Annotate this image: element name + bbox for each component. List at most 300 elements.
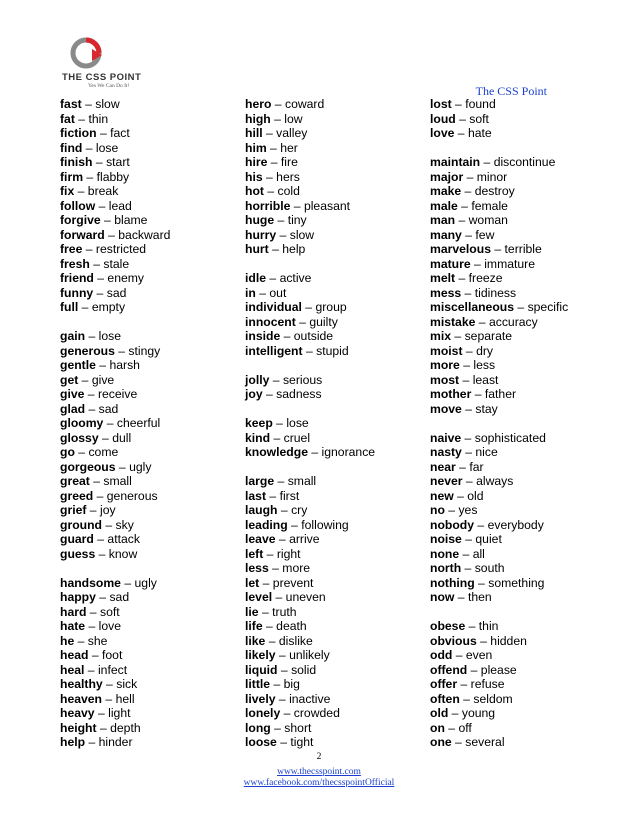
antonym: hers <box>276 169 300 184</box>
dash-separator: – <box>115 459 130 474</box>
word: horrible <box>245 198 291 213</box>
antonym-pair <box>245 329 375 344</box>
antonym: stingy <box>128 343 161 358</box>
word: leading <box>245 517 288 532</box>
website-footer <box>0 767 638 777</box>
antonym-pair <box>430 170 568 185</box>
antonym-pair <box>245 663 375 678</box>
dash-separator: – <box>85 735 99 749</box>
antonym: stupid <box>316 343 349 358</box>
dash-separator: – <box>461 285 475 300</box>
antonym: inactive <box>289 691 331 706</box>
word: mistake <box>430 314 476 329</box>
antonym: hinder <box>98 735 133 749</box>
word: long <box>245 720 271 735</box>
antonym-pair <box>60 576 170 591</box>
word: lie <box>245 604 259 619</box>
word: never <box>430 474 463 488</box>
word: life <box>245 619 263 633</box>
dash-separator: – <box>461 430 475 445</box>
word: male <box>430 198 458 213</box>
antonym-pair <box>430 590 568 605</box>
word: lonely <box>245 706 281 720</box>
word: now <box>430 590 455 604</box>
facebook-link[interactable]: www.facebook.com/thecsspointOfficial <box>243 778 395 788</box>
antonym: slow <box>289 227 315 242</box>
word: fast <box>60 97 82 111</box>
antonym-pair <box>430 735 568 750</box>
dash-separator: – <box>465 619 479 633</box>
dash-separator: – <box>461 532 476 546</box>
dash-separator: – <box>85 619 99 633</box>
word: he <box>60 633 75 648</box>
word: marvelous <box>430 242 491 256</box>
antonym-pair <box>430 358 568 373</box>
dash-separator: – <box>265 633 279 648</box>
word: odd <box>430 648 453 662</box>
antonym: yes <box>458 503 478 517</box>
dash-separator: – <box>276 227 290 242</box>
antonym-pair <box>245 170 375 185</box>
antonym-pair <box>245 489 375 504</box>
antonym: female <box>471 198 508 213</box>
word: inside <box>245 329 281 343</box>
antonym-pair <box>430 561 568 576</box>
antonym-pair <box>60 489 170 504</box>
antonym: destroy <box>474 184 515 198</box>
antonym-pair <box>245 648 375 663</box>
word: naive <box>430 430 462 445</box>
dash-separator: – <box>463 169 477 184</box>
antonym: less <box>473 358 496 372</box>
word: man <box>430 213 456 227</box>
antonym: tiny <box>287 213 307 227</box>
word: his <box>245 169 263 184</box>
antonym-pair <box>60 648 170 663</box>
antonym-pair <box>60 286 170 301</box>
word: heal <box>60 662 85 677</box>
antonym: give <box>91 372 115 387</box>
word: fat <box>60 111 75 126</box>
word: new <box>430 488 454 503</box>
word: heaven <box>60 691 103 706</box>
word: knowledge <box>245 445 308 459</box>
word: major <box>430 169 464 184</box>
antonym-pair <box>245 735 375 750</box>
antonym: coward <box>284 97 325 111</box>
antonym: enemy <box>107 271 145 285</box>
dash-separator: – <box>475 314 489 329</box>
dash-separator: – <box>269 372 283 387</box>
word: offend <box>430 662 468 677</box>
antonym-pair <box>60 518 170 533</box>
dash-separator: – <box>74 184 88 198</box>
antonym: cry <box>291 503 308 517</box>
antonym: small <box>103 474 132 488</box>
word: handsome <box>60 575 121 590</box>
antonym: several <box>465 735 505 749</box>
antonym-pair <box>245 416 375 431</box>
word: go <box>60 445 75 459</box>
antonym-pair <box>245 271 375 286</box>
word: none <box>430 546 460 561</box>
antonym: harsh <box>109 358 140 372</box>
dash-separator: – <box>95 546 109 561</box>
antonym: lose <box>98 329 121 343</box>
word: lively <box>245 691 276 706</box>
antonym-pair <box>245 315 375 330</box>
antonym-pair <box>60 460 170 475</box>
word: let <box>245 575 260 590</box>
antonym-pair <box>245 474 375 489</box>
blank-row <box>430 605 568 620</box>
dash-separator: – <box>74 445 89 459</box>
antonym-pair <box>245 721 375 736</box>
antonym: sky <box>115 517 134 532</box>
word: firm <box>60 169 84 184</box>
word: hire <box>245 155 268 169</box>
antonym-pair <box>245 184 375 199</box>
antonym: father <box>484 387 517 401</box>
antonym: foot <box>102 648 123 662</box>
antonym: dull <box>112 430 132 445</box>
word: him <box>245 140 267 155</box>
dash-separator: – <box>266 140 281 155</box>
page-number: 2 <box>316 752 322 762</box>
antonym-pair <box>60 663 170 678</box>
antonym-pair <box>430 445 568 460</box>
antonym: fire <box>280 155 298 169</box>
word: huge <box>245 213 275 227</box>
word: idle <box>245 271 266 285</box>
dash-separator: – <box>275 691 290 706</box>
dash-separator: – <box>270 430 284 445</box>
dash-separator: – <box>462 343 477 358</box>
antonym: unlikely <box>289 648 330 662</box>
dash-separator: – <box>275 648 290 662</box>
dash-separator: – <box>301 300 316 314</box>
dash-separator: – <box>287 517 302 532</box>
dash-separator: – <box>272 416 287 430</box>
antonym: infect <box>97 662 128 677</box>
word: obvious <box>430 633 477 648</box>
antonym: ugly <box>129 459 152 474</box>
dash-separator: – <box>272 590 286 604</box>
antonym: off <box>458 720 472 735</box>
word: jolly <box>245 372 270 387</box>
antonym-pair <box>60 634 170 649</box>
antonym-pair <box>430 460 568 475</box>
dash-separator: – <box>451 97 466 111</box>
antonym-pair <box>60 213 170 228</box>
dash-separator: – <box>95 198 109 213</box>
antonym-pair <box>245 286 375 301</box>
dash-separator: – <box>270 111 285 126</box>
dash-separator: – <box>461 445 476 459</box>
antonym: big <box>283 677 300 691</box>
antonym: refuse <box>470 677 505 691</box>
dash-separator: – <box>86 604 100 619</box>
antonym-pair <box>60 97 170 112</box>
antonym-pair <box>430 300 568 315</box>
antonym-pair <box>60 141 170 156</box>
word: gloomy <box>60 416 104 430</box>
antonym-pair <box>430 199 568 214</box>
dash-separator: – <box>263 546 277 561</box>
antonym-pair <box>245 590 375 605</box>
word: keep <box>245 416 273 430</box>
word: fix <box>60 184 75 198</box>
dash-separator: – <box>307 445 322 459</box>
dash-separator: – <box>455 213 469 227</box>
word-column-1 <box>60 97 170 750</box>
dash-separator: – <box>461 401 476 416</box>
antonym: break <box>87 184 119 198</box>
blank-row <box>60 315 170 330</box>
dash-separator: – <box>270 720 285 735</box>
dash-separator: – <box>461 561 475 575</box>
word: loose <box>245 735 277 749</box>
word: noise <box>430 532 462 546</box>
word: nasty <box>430 445 462 459</box>
antonym: ugly <box>134 575 157 590</box>
antonym: group <box>315 300 347 314</box>
antonym: then <box>467 590 492 604</box>
logo-name: THE CSS POINT <box>62 72 142 83</box>
antonym-pair <box>60 677 170 692</box>
antonym-pair <box>245 373 375 388</box>
word-column-2 <box>245 97 375 750</box>
word: gorgeous <box>60 459 116 474</box>
word: hurry <box>245 227 277 242</box>
antonym: few <box>475 227 495 242</box>
antonym-pair <box>245 677 375 692</box>
dash-separator: – <box>454 126 468 140</box>
antonym: lose <box>286 416 309 430</box>
antonym: hate <box>467 126 492 140</box>
antonym-pair <box>60 532 170 547</box>
antonym: woman <box>468 213 508 227</box>
antonym: slow <box>95 97 120 111</box>
antonym-pair <box>430 329 568 344</box>
word: on <box>430 720 445 735</box>
antonym: guilty <box>309 314 338 329</box>
antonym-pair <box>60 329 170 344</box>
antonym: solid <box>291 662 317 677</box>
antonym: more <box>282 561 311 575</box>
antonym: south <box>474 561 505 575</box>
word: leave <box>245 532 276 546</box>
antonym: found <box>465 97 496 111</box>
word: large <box>245 474 275 488</box>
dash-separator: – <box>467 662 481 677</box>
blank-row <box>245 257 375 272</box>
antonym: everybody <box>487 517 544 532</box>
word: maintain <box>430 155 481 169</box>
word: left <box>245 546 264 561</box>
antonym: minor <box>476 169 508 184</box>
antonym-pair <box>245 619 375 634</box>
word: melt <box>430 271 456 285</box>
word-column-3 <box>430 97 568 750</box>
antonym: least <box>472 372 499 387</box>
word: glossy <box>60 430 99 445</box>
word: offer <box>430 677 458 691</box>
antonym-pair <box>60 547 170 562</box>
word: height <box>60 720 97 735</box>
antonym: light <box>108 706 131 720</box>
antonym-pair <box>245 518 375 533</box>
antonym-pair <box>60 474 170 489</box>
dash-separator: – <box>89 474 104 488</box>
word: generous <box>60 343 115 358</box>
dash-separator: – <box>102 691 116 706</box>
blank-row <box>245 402 375 417</box>
dash-separator: – <box>104 227 119 242</box>
antonym: far <box>469 459 484 474</box>
antonym-pair <box>430 271 568 286</box>
antonym: small <box>287 474 317 488</box>
antonym-pair <box>245 634 375 649</box>
word: find <box>60 140 83 155</box>
antonym-pair <box>60 706 170 721</box>
dash-separator: – <box>82 242 96 256</box>
antonym: sad <box>109 590 130 604</box>
word: greed <box>60 488 94 503</box>
dash-separator: – <box>85 401 99 416</box>
dash-separator: – <box>302 343 317 358</box>
dash-separator: – <box>94 706 109 720</box>
antonym: short <box>284 720 312 735</box>
antonym-pair <box>245 692 375 707</box>
antonym-pair <box>245 155 375 170</box>
dash-separator: – <box>480 155 494 169</box>
antonym-pair <box>430 257 568 272</box>
antonym-pair <box>430 184 568 199</box>
antonym-pair <box>430 286 568 301</box>
antonym-pair <box>430 402 568 417</box>
antonym-pair <box>245 561 375 576</box>
dash-separator: – <box>74 633 88 648</box>
word: level <box>245 590 273 604</box>
dash-separator: – <box>462 474 477 488</box>
dash-separator: – <box>266 488 280 503</box>
dash-separator: – <box>267 155 281 169</box>
antonym-pair <box>430 228 568 243</box>
antonym-pair <box>430 619 568 634</box>
dash-separator: – <box>86 503 100 517</box>
word: head <box>60 648 89 662</box>
antonym: sad <box>106 285 127 300</box>
antonym-pair <box>60 590 170 605</box>
dash-separator: – <box>280 706 294 720</box>
word: ground <box>60 517 102 532</box>
antonym: soft <box>469 111 489 126</box>
antonym-pair <box>60 112 170 127</box>
dash-separator: – <box>262 387 277 401</box>
dash-separator: – <box>85 329 99 343</box>
antonym-pair <box>60 155 170 170</box>
word: hot <box>245 184 264 198</box>
word: help <box>60 735 86 749</box>
website-link[interactable]: www.thecsspoint.com <box>277 767 361 777</box>
word: like <box>245 633 266 648</box>
antonym-pair <box>60 503 170 518</box>
word: intelligent <box>245 343 303 358</box>
word: many <box>430 227 462 242</box>
antonym-pair <box>245 199 375 214</box>
antonym-pair <box>60 735 170 750</box>
dash-separator: – <box>471 387 485 401</box>
antonym: thin <box>478 619 499 633</box>
antonym-pair <box>430 97 568 112</box>
word: less <box>245 561 269 575</box>
antonym: dry <box>476 343 494 358</box>
dash-separator: – <box>455 111 470 126</box>
antonym: active <box>279 271 312 285</box>
antonym: first <box>279 488 300 503</box>
antonym: cruel <box>283 430 311 445</box>
antonym-pair <box>430 242 568 257</box>
dash-separator: – <box>74 111 89 126</box>
dash-separator: – <box>459 546 473 561</box>
antonym: serious <box>282 372 323 387</box>
dash-separator: – <box>89 256 104 271</box>
antonym: immature <box>484 256 535 271</box>
antonym-pair <box>245 97 375 112</box>
dash-separator: – <box>78 372 92 387</box>
word: laugh <box>245 503 278 517</box>
antonym-pair <box>60 431 170 446</box>
dash-separator: – <box>88 648 103 662</box>
antonym: uneven <box>285 590 326 604</box>
dash-separator: – <box>476 633 491 648</box>
antonym-pair <box>430 663 568 678</box>
antonym: ignorance <box>321 445 376 459</box>
antonym-pair <box>430 474 568 489</box>
antonym: love <box>98 619 121 633</box>
antonym: sick <box>116 677 138 691</box>
antonym: always <box>476 474 514 488</box>
antonym: discontinue <box>493 155 556 169</box>
dash-separator: – <box>95 590 110 604</box>
antonym: death <box>276 619 307 633</box>
logo <box>58 36 154 96</box>
antonym: come <box>88 445 119 459</box>
antonym-pair <box>430 112 568 127</box>
dash-separator: – <box>461 227 476 242</box>
word: mix <box>430 329 452 343</box>
dash-separator: – <box>276 735 291 749</box>
word: hard <box>60 604 87 619</box>
antonym-pair <box>60 373 170 388</box>
word: one <box>430 735 452 749</box>
antonym: truth <box>272 604 297 619</box>
dash-separator: – <box>259 575 273 590</box>
dash-separator: – <box>103 416 117 430</box>
antonym-pair <box>430 387 568 402</box>
logo-tagline: Yes We Can Do It! <box>88 83 130 89</box>
antonym-pair <box>430 532 568 547</box>
antonym: seldom <box>473 691 513 706</box>
antonym: she <box>87 633 108 648</box>
word: move <box>430 401 462 416</box>
blank-row <box>245 460 375 475</box>
antonym-pair <box>60 358 170 373</box>
antonym: please <box>480 662 517 677</box>
antonym-pair <box>430 155 568 170</box>
dash-separator: – <box>93 488 107 503</box>
